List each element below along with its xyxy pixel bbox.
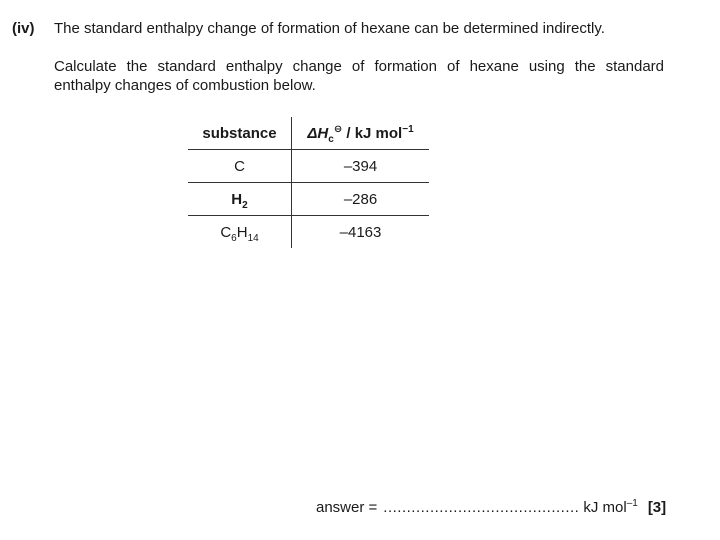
marks-label: [3] [647,499,667,516]
value-cell: –394 [292,150,430,183]
value-cell: –286 [292,183,430,216]
value-cell: –4163 [292,216,430,249]
table-row [188,150,429,183]
instruction-line-1: Calculate the standard enthalpy change of formation of hexane using the standard [54,58,664,75]
combustion-subscript: c [328,133,334,145]
table-row [188,216,429,249]
answer-blank[interactable]: .......................................... [383,499,580,516]
answer-unit-exponent: –1 [626,498,638,509]
instruction-text [54,57,664,95]
enthalpy-table [188,117,429,248]
header-substance: substance [188,117,292,150]
question-number: (iv) [12,20,35,37]
delta-h-symbol: ΔH [307,124,329,142]
table-header-row [188,117,429,150]
instruction-line-2: enthalpy changes of combustion below. [54,77,316,94]
header-enthalpy [292,117,430,150]
substance-cell: $H_2$ [188,183,292,216]
substance-cell: $C_6H_{14}$ [188,216,292,249]
unit-label: / kJ mol [346,124,403,142]
standard-symbol: ⊖ [333,123,343,135]
substance-cell: C [188,150,292,183]
unit-exponent: −1 [402,123,414,135]
answer-label: answer = [316,499,378,516]
answer-unit: kJ mol [583,499,627,516]
table-row [188,183,429,216]
question-text: The standard enthalpy change of formation of hexane can be determined indirectly. [54,20,605,37]
answer-line [316,499,666,516]
